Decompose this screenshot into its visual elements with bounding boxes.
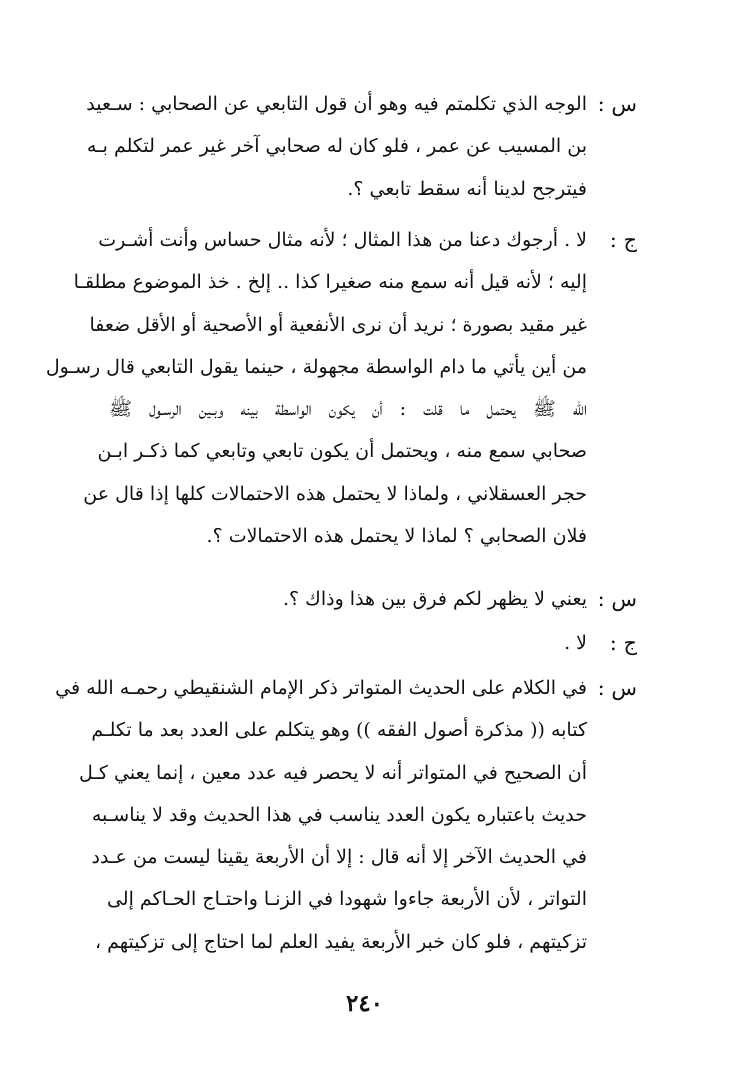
answer-marker: ج : xyxy=(609,631,637,655)
text-line: كتابه (( مذكرة أصول الفقه )) وهو يتكلم على العدد بعد ما تكلـم xyxy=(91,719,587,742)
text-line: في الحديث الآخر إلا أنه قال : إلا أن الأربعة يقينا ليست من عـدد xyxy=(91,846,587,869)
text-line: الوجه الذي تكلمتم فيه وهو أن قول التابعي عن الصحابي : سـعيد xyxy=(86,93,587,115)
text-line: فيترجح لدينا أنه سقط تابعي ؟. xyxy=(347,177,587,200)
question-marker: س : xyxy=(597,92,637,116)
text-line: الله ﷺ يحتمل ما قلت : أن يكون الواسطة بينه وبـين الرسـول ﷺ xyxy=(109,398,587,421)
text-line: من أين يأتي ما دام الواسطة مجهولة ، حينما يقول التابعي قال رسـول xyxy=(45,355,587,378)
text-line: حديث باعتباره يكون العدد يناسب في هذا الحديث وقد لا يناسـبه xyxy=(91,803,587,826)
text-line: في الكلام على الحديث المتواتر ذكر الإمام الشنقيطي رحمـه الله في xyxy=(55,677,587,699)
entry-text xyxy=(109,578,587,620)
entry-text xyxy=(45,219,587,557)
page-number: ٢٤٠ xyxy=(345,990,384,1017)
text-line: أن الصحيح في المتواتر أنه لا يحصر فيه عدد معين ، إنما يعني كـل xyxy=(78,761,587,784)
answer-marker: ج : xyxy=(609,228,637,252)
entry-text xyxy=(55,667,587,963)
text-line: فلان الصحابي ؟ لماذا لا يحتمل هذه الاحتمالات ؟. xyxy=(206,525,587,548)
text-line: لا . أرجوك دعنا من هذا المثال ؛ لأنه مثال حساس وأنت أشـرت xyxy=(98,229,587,251)
entry-text xyxy=(109,622,587,664)
text-line: حجر العسقلاني ، ولماذا لا يحتمل هذه الاحتمالات كلها إذا قال عن xyxy=(83,482,587,505)
question-marker: س : xyxy=(597,676,637,700)
text-line: تزكيتهم ، فلو كان خبر الأربعة يفيد العلم لما احتاج إلى تزكيتهم ، xyxy=(94,930,587,953)
text-line: إليه ؛ لأنه قيل أنه سمع منه صغيرا كذا .. إلخ . خذ الموضوع مطلقـا xyxy=(73,271,587,294)
text-line: التواتر ، لأن الأربعة جاءوا شهودا في الزنـا واحتـاج الحـاكم إلى xyxy=(106,888,587,911)
text-line: بن المسيب عن عمر ، فلو كان له صحابي آخر غير عمر لتكلم بـه xyxy=(86,135,587,158)
text-line: لا . xyxy=(564,632,587,654)
entry-text xyxy=(86,83,587,210)
text-line: غير مقيد بصورة ؛ نريد أن نرى الأنفعية أو الأصحية أو الأقل ضعفا xyxy=(89,313,587,336)
text-line: صحابي سمع منه ، ويحتمل أن يكون تابعي وتابعي كما ذكـر ابـن xyxy=(97,440,587,463)
text-line: يعني لا يظهر لكم فرق بين هذا وذاك ؟. xyxy=(283,588,587,610)
question-marker: س : xyxy=(597,587,637,611)
